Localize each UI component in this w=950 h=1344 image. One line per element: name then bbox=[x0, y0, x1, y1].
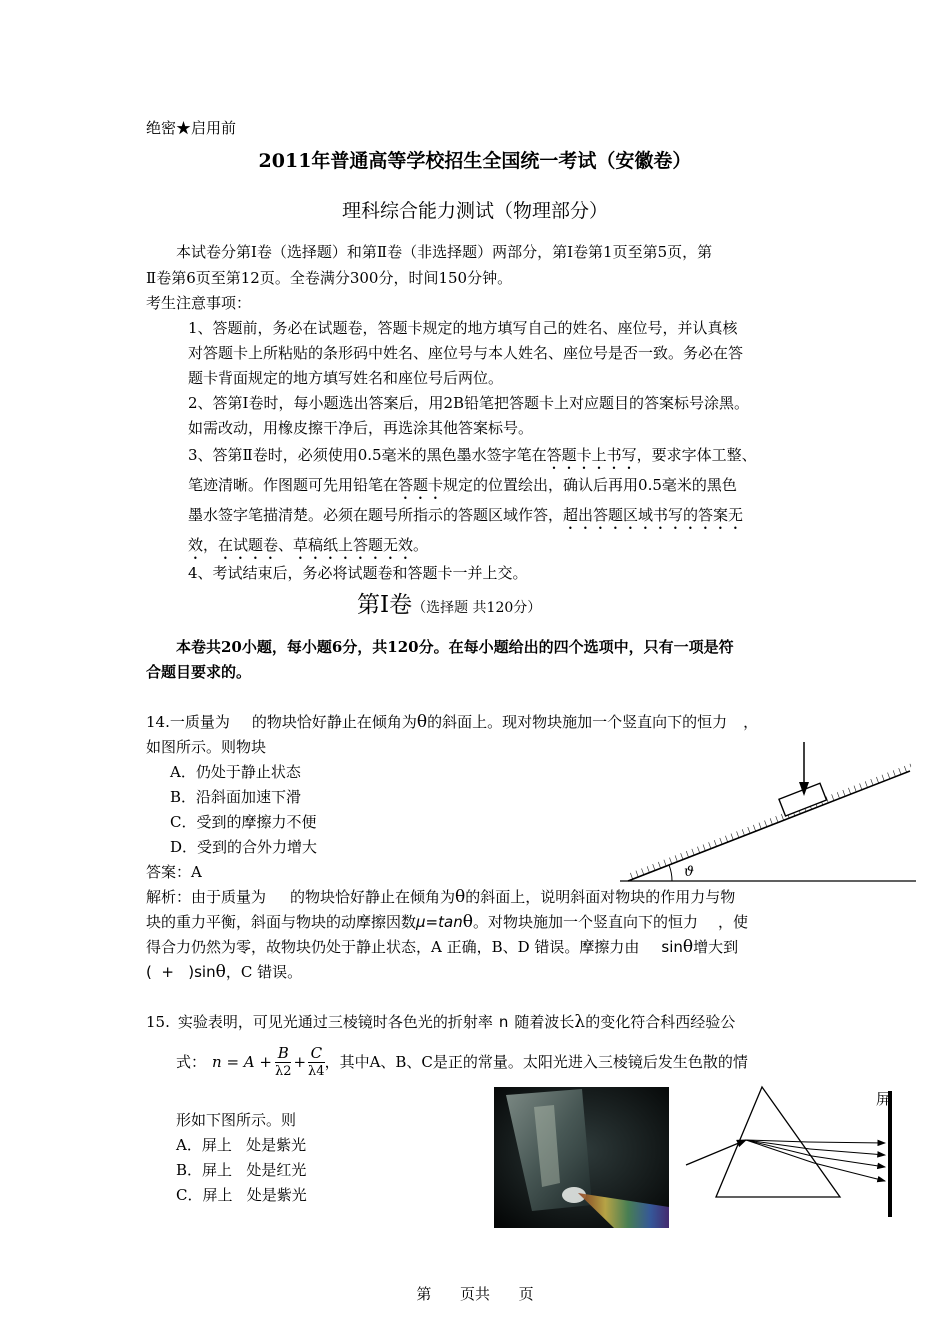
fraction-b bbox=[275, 1045, 292, 1080]
exam-subtitle: 理科综合能力测试（物理部分） bbox=[341, 200, 608, 222]
fraction-c bbox=[308, 1045, 325, 1080]
q14-text: 14.一质量为 bbox=[146, 713, 230, 731]
theta-symbol: θ bbox=[682, 937, 694, 957]
q15-text: ，其中A、B、C是正的常量。太阳光进入三棱镜后发生色散的情 bbox=[324, 1053, 748, 1071]
incident-ray bbox=[686, 1140, 746, 1165]
q15-option-a: A．屏上 处是紫光 bbox=[176, 1136, 307, 1154]
exam-title: 2011年普通高等学校招生全国统一考试（安徽卷） bbox=[258, 150, 692, 172]
q14-exp-line-3 bbox=[146, 937, 739, 957]
formula-plus: + bbox=[293, 1053, 307, 1071]
secret-label: 绝密★启用前 bbox=[146, 119, 237, 137]
rule-3-line-3 bbox=[188, 506, 743, 533]
incline-figure bbox=[620, 740, 920, 888]
screen-label: 屏 bbox=[876, 1090, 892, 1108]
formula-lhs: n = A + bbox=[212, 1053, 272, 1071]
emphasis-text: 超出答题区域书写的答案无 bbox=[563, 506, 744, 524]
q15-formula-line bbox=[176, 1045, 748, 1080]
q14-exp-text: 。对物块施加一个竖直向下的恒力 bbox=[472, 913, 698, 931]
q14-option-a: A．仍处于静止状态 bbox=[170, 763, 301, 781]
dispersed-ray-1 bbox=[808, 1142, 885, 1143]
intro-line-2: Ⅱ卷第6页至第12页。全卷满分300分，时间150分钟。 bbox=[146, 269, 513, 287]
theta-symbol: θ bbox=[215, 962, 226, 982]
emphasis-text: 答题卡 bbox=[398, 476, 444, 494]
friction-expression: ( + )sin bbox=[146, 963, 216, 981]
formula-den-1: λ2 bbox=[274, 1064, 292, 1079]
q14-option-d: D．受到的合外力增大 bbox=[170, 838, 318, 856]
section-note: （选择题 共120分） bbox=[412, 600, 542, 616]
q14-option-b: B．沿斜面加速下滑 bbox=[170, 788, 302, 806]
section-header bbox=[357, 592, 541, 618]
q15-number: 15. bbox=[146, 1013, 170, 1031]
rule-1-line-1: 1、答题前，务必在试题卷，答题卡规定的地方填写自己的姓名、座位号，并认真核 bbox=[188, 319, 738, 337]
formula-b: B bbox=[275, 1045, 292, 1063]
mu-formula: μ=tan bbox=[416, 913, 463, 931]
emphasis-text: 在试题卷、草稿纸上答题无效 bbox=[218, 536, 414, 554]
rule-3-text: 笔迹清晰。作图题可先用铅笔在 bbox=[188, 476, 399, 494]
q15-text: 实验表明，可见光通过三棱镜时各色光的折射率 bbox=[177, 1013, 493, 1031]
q14-line-2: 如图所示。则物块 bbox=[146, 738, 267, 756]
emphasis-text: 答题卡上书写 bbox=[546, 446, 637, 464]
q14-exp-text: 增大到 bbox=[693, 938, 739, 956]
q15-option-b: B．屏上 处是红光 bbox=[176, 1161, 307, 1179]
angle-arc bbox=[669, 865, 672, 881]
q14-line-1 bbox=[146, 712, 759, 732]
section-desc-2: 合题目要求的。 bbox=[146, 663, 252, 681]
q14-exp-line-1 bbox=[146, 887, 736, 907]
rule-1-line-3: 题卡背面规定的地方填写姓名和座位号后两位。 bbox=[188, 369, 504, 387]
q15-line-3: 形如下图所示。则 bbox=[176, 1111, 297, 1129]
lambda-symbol: λ bbox=[574, 1012, 586, 1032]
intro-line-1: 本试卷分第Ⅰ卷（选择题）和第Ⅱ卷（非选择题）两部分，第Ⅰ卷第1页至第5页，第 bbox=[176, 243, 713, 261]
rule-3-text: 墨水签字笔描清楚。必须在题号所指示的答题区域作答， bbox=[188, 506, 564, 524]
incline-hatching bbox=[628, 763, 912, 881]
q14-exp-text: 得合力仍然为零，故物块仍处于静止状态，A 正确，B、D 错误。摩擦力由 bbox=[146, 938, 640, 956]
q14-text: 的物块恰好静止在倾角为 bbox=[251, 713, 417, 731]
q14-exp-text: 的物块恰好静止在倾角为 bbox=[290, 888, 456, 906]
q14-answer: 答案：A bbox=[146, 863, 202, 881]
angle-label: ϑ bbox=[684, 864, 695, 880]
screen-bar bbox=[888, 1091, 892, 1217]
rule-3-text: ，要求字体工整、 bbox=[636, 446, 757, 464]
formula-c: C bbox=[308, 1045, 325, 1063]
rule-3-text: 。 bbox=[413, 536, 429, 554]
theta-symbol: θ bbox=[462, 912, 473, 932]
q14-option-c: C．受到的摩擦力不便 bbox=[170, 813, 317, 831]
q15-text: 的变化符合科西经验公 bbox=[585, 1013, 736, 1031]
rule-1-line-2: 对答题卡上所粘贴的条形码中姓名、座位号与本人姓名、座位号是否一致。务必在答 bbox=[188, 344, 744, 362]
q14-text: 的斜面上。现对物块施加一个竖直向下的恒力 bbox=[427, 713, 728, 731]
rule-3-line-4 bbox=[188, 536, 428, 563]
emphasis-text: 效 bbox=[188, 536, 204, 554]
q15-option-c: C．屏上 处是紫光 bbox=[176, 1186, 307, 1204]
q14-text: ， bbox=[743, 713, 759, 731]
n-symbol: n bbox=[498, 1013, 509, 1031]
rule-3-text: 3、答第Ⅱ卷时，必须使用0.5毫米的黑色墨水签字笔在 bbox=[188, 446, 547, 464]
rule-3-line-1 bbox=[188, 446, 757, 473]
rule-3-text: 规定的位置绘出，确认后再用0.5毫米的黑色 bbox=[443, 476, 737, 494]
q14-exp-text: 块的重力平衡，斜面与物块的动摩擦因数 bbox=[146, 913, 417, 931]
page-footer: 第 页共 页 bbox=[416, 1285, 534, 1303]
theta-symbol: θ bbox=[455, 887, 466, 907]
prism-photo bbox=[494, 1087, 669, 1228]
notice-heading: 考生注意事项： bbox=[146, 294, 252, 312]
q14-exp-line-2 bbox=[146, 912, 748, 932]
section-desc-1: 本卷共20小题，每小题6分，共120分。在每小题给出的四个选项中，只有一项是符 bbox=[176, 638, 734, 656]
sin-text: sin bbox=[661, 938, 683, 956]
rule-3-line-2 bbox=[188, 476, 737, 503]
q14-exp-line-4 bbox=[146, 962, 303, 982]
section-title: 第Ⅰ卷 bbox=[357, 592, 413, 618]
theta-symbol: θ bbox=[416, 712, 428, 732]
dispersed-ray-2 bbox=[810, 1149, 885, 1155]
q14-exp-text: ，C 错误。 bbox=[225, 963, 303, 981]
formula-den-2: λ4 bbox=[308, 1064, 325, 1079]
q14-exp-text: 解析：由于质量为 bbox=[146, 888, 267, 906]
q15-line-1 bbox=[146, 1012, 736, 1032]
rule-4: 4、考试结束后，务必将试题卷和答题卡一并上交。 bbox=[188, 564, 528, 582]
formula-prefix: 式： bbox=[176, 1053, 207, 1071]
rule-2-line-1: 2、答第Ⅰ卷时，每小题选出答案后，用2B铅笔把答题卡上对应题目的答案标号涂黑。 bbox=[188, 394, 750, 412]
q14-exp-text: 的斜面上，说明斜面对物块的作用力与物 bbox=[465, 888, 736, 906]
q14-exp-text: ，使 bbox=[717, 913, 748, 931]
rule-2-line-2: 如需改动，用橡皮擦干净后，再选涂其他答案标号。 bbox=[188, 419, 534, 437]
prism-diagram bbox=[680, 1085, 908, 1220]
q15-text: 随着波长 bbox=[514, 1013, 575, 1031]
rule-3-text: ， bbox=[203, 536, 219, 554]
